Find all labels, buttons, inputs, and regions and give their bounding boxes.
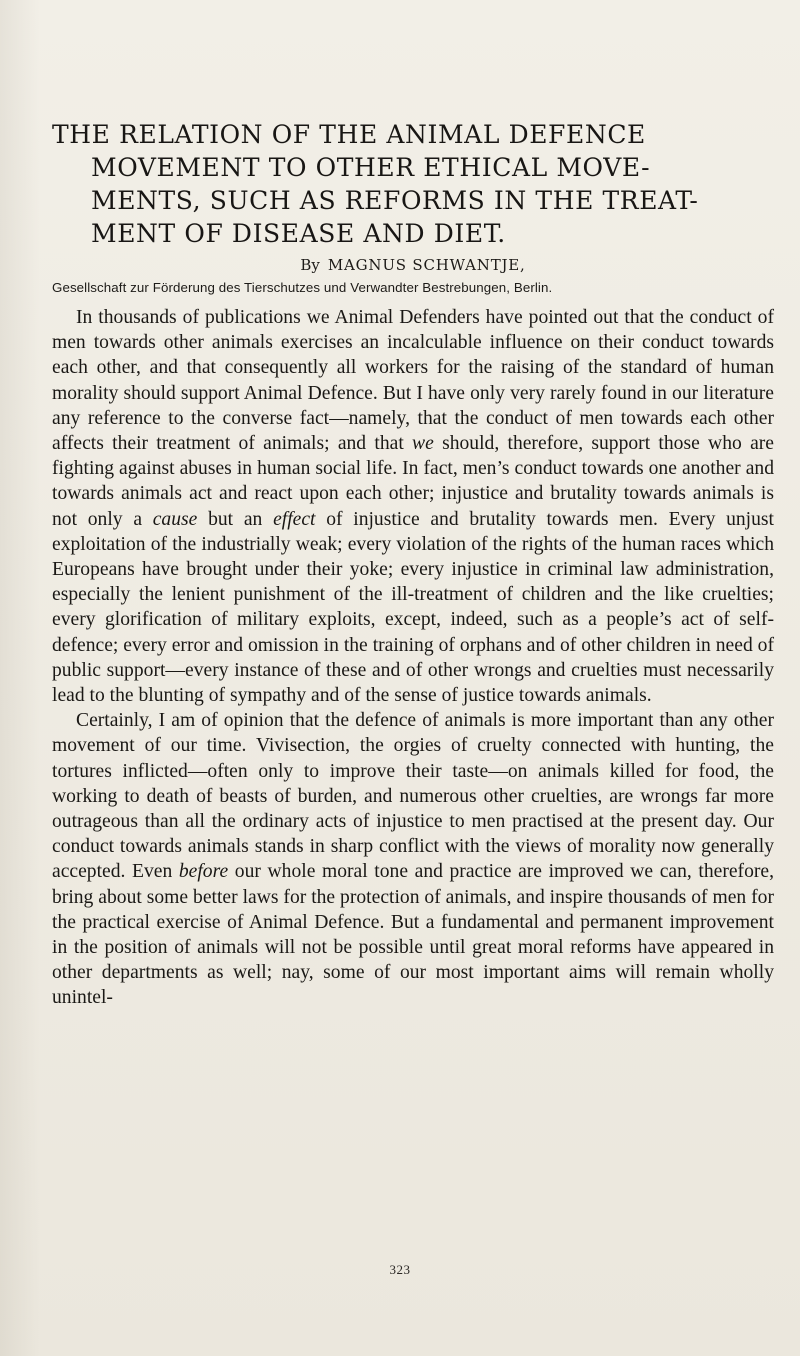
italic-text: before xyxy=(178,861,229,883)
paragraph-text: our whole moral tone and practice are improved we can, therefore, bring about some better laws for the protection of animals, and inspire thousands of men for the practical exercise of Animal Defence. But a fundamental and permanent improvement in the position of animals will not be possible until great moral reforms have appeared in other departments as well; nay, some of our most important aims will remain wholly unintel- xyxy=(52,861,775,1009)
author-affiliation: Gesellschaft zur Förderung des Tierschutzes und Verwandter Bestrebungen, Berlin. xyxy=(52,280,553,295)
title-line: THE RELATION OF THE ANIMAL DEFENCE xyxy=(52,120,646,149)
byline-prefix: By xyxy=(300,256,320,274)
paragraph-text: but an xyxy=(197,508,274,530)
paragraph-text: Certainly, I am of opinion that the defence of animals is more important than any other movement of our time. Vivisection, the orgies of cruelty connected with hunting, the tortures inflicted—often only to improve their taste—on animals killed for food, the working to death of beasts of burden, and numerous other cruelties, are wrongs far more outrageous than all the ordinary acts of injustice to men practised at the present day. Our conduct towards animals stands in sharp conflict with the views of morality now generally accepted. Even xyxy=(52,710,774,883)
paragraph-text: In thousands of publications we Animal Defenders have pointed out that the conduct of men towards other animals exercises an incalculable influence on their conduct towards each other, and that consequently all workers for the raising of the standard of human morality should support Animal Defence. But I have only very rarely found in our literature any reference to the converse fact—namely, that the conduct of men towards each other affects their treatment of animals; and that xyxy=(52,307,774,455)
byline xyxy=(52,256,774,274)
article-title xyxy=(52,118,774,250)
title-line: MENTS, SUCH AS REFORMS IN THE TREAT- xyxy=(91,186,699,215)
author-name: MAGNUS SCHWANTJE, xyxy=(327,256,526,274)
italic-text: cause xyxy=(152,508,198,530)
italic-text: we xyxy=(412,433,434,455)
article-body xyxy=(52,305,774,1011)
italic-text: effect xyxy=(273,508,316,530)
body-paragraph xyxy=(52,305,774,708)
title-line: MOVEMENT TO OTHER ETHICAL MOVE- xyxy=(91,153,651,182)
body-paragraph xyxy=(52,708,774,1010)
title-line: MENT OF DISEASE AND DIET. xyxy=(91,219,506,248)
page-number: 323 xyxy=(389,1262,411,1277)
paragraph-text: of injustice and brutality towards men. Every unjust exploitation of the industrially weak; every violation of the rights of the human races which Europeans have brought under their yoke; every injustice in criminal law administration, especially the lenient punishment of the ill-treatment of children and the like cruelties; every glorification of military exploits, except, indeed, such as a people’s act of self-defence; every error and omission in the training of orphans and of other children in need of public support—every instance of these and of other wrongs and cruelties must necessarily lead to the blunting of sympathy and of the sense of justice towards animals. xyxy=(52,508,774,707)
paragraph-text: should, therefore, support those who are fighting against abuses in human social life. In fact, men’s conduct towards one another and towards animals act and react upon each other; injustice and brutality towards animals is not only a xyxy=(52,433,774,530)
article xyxy=(52,118,774,1011)
